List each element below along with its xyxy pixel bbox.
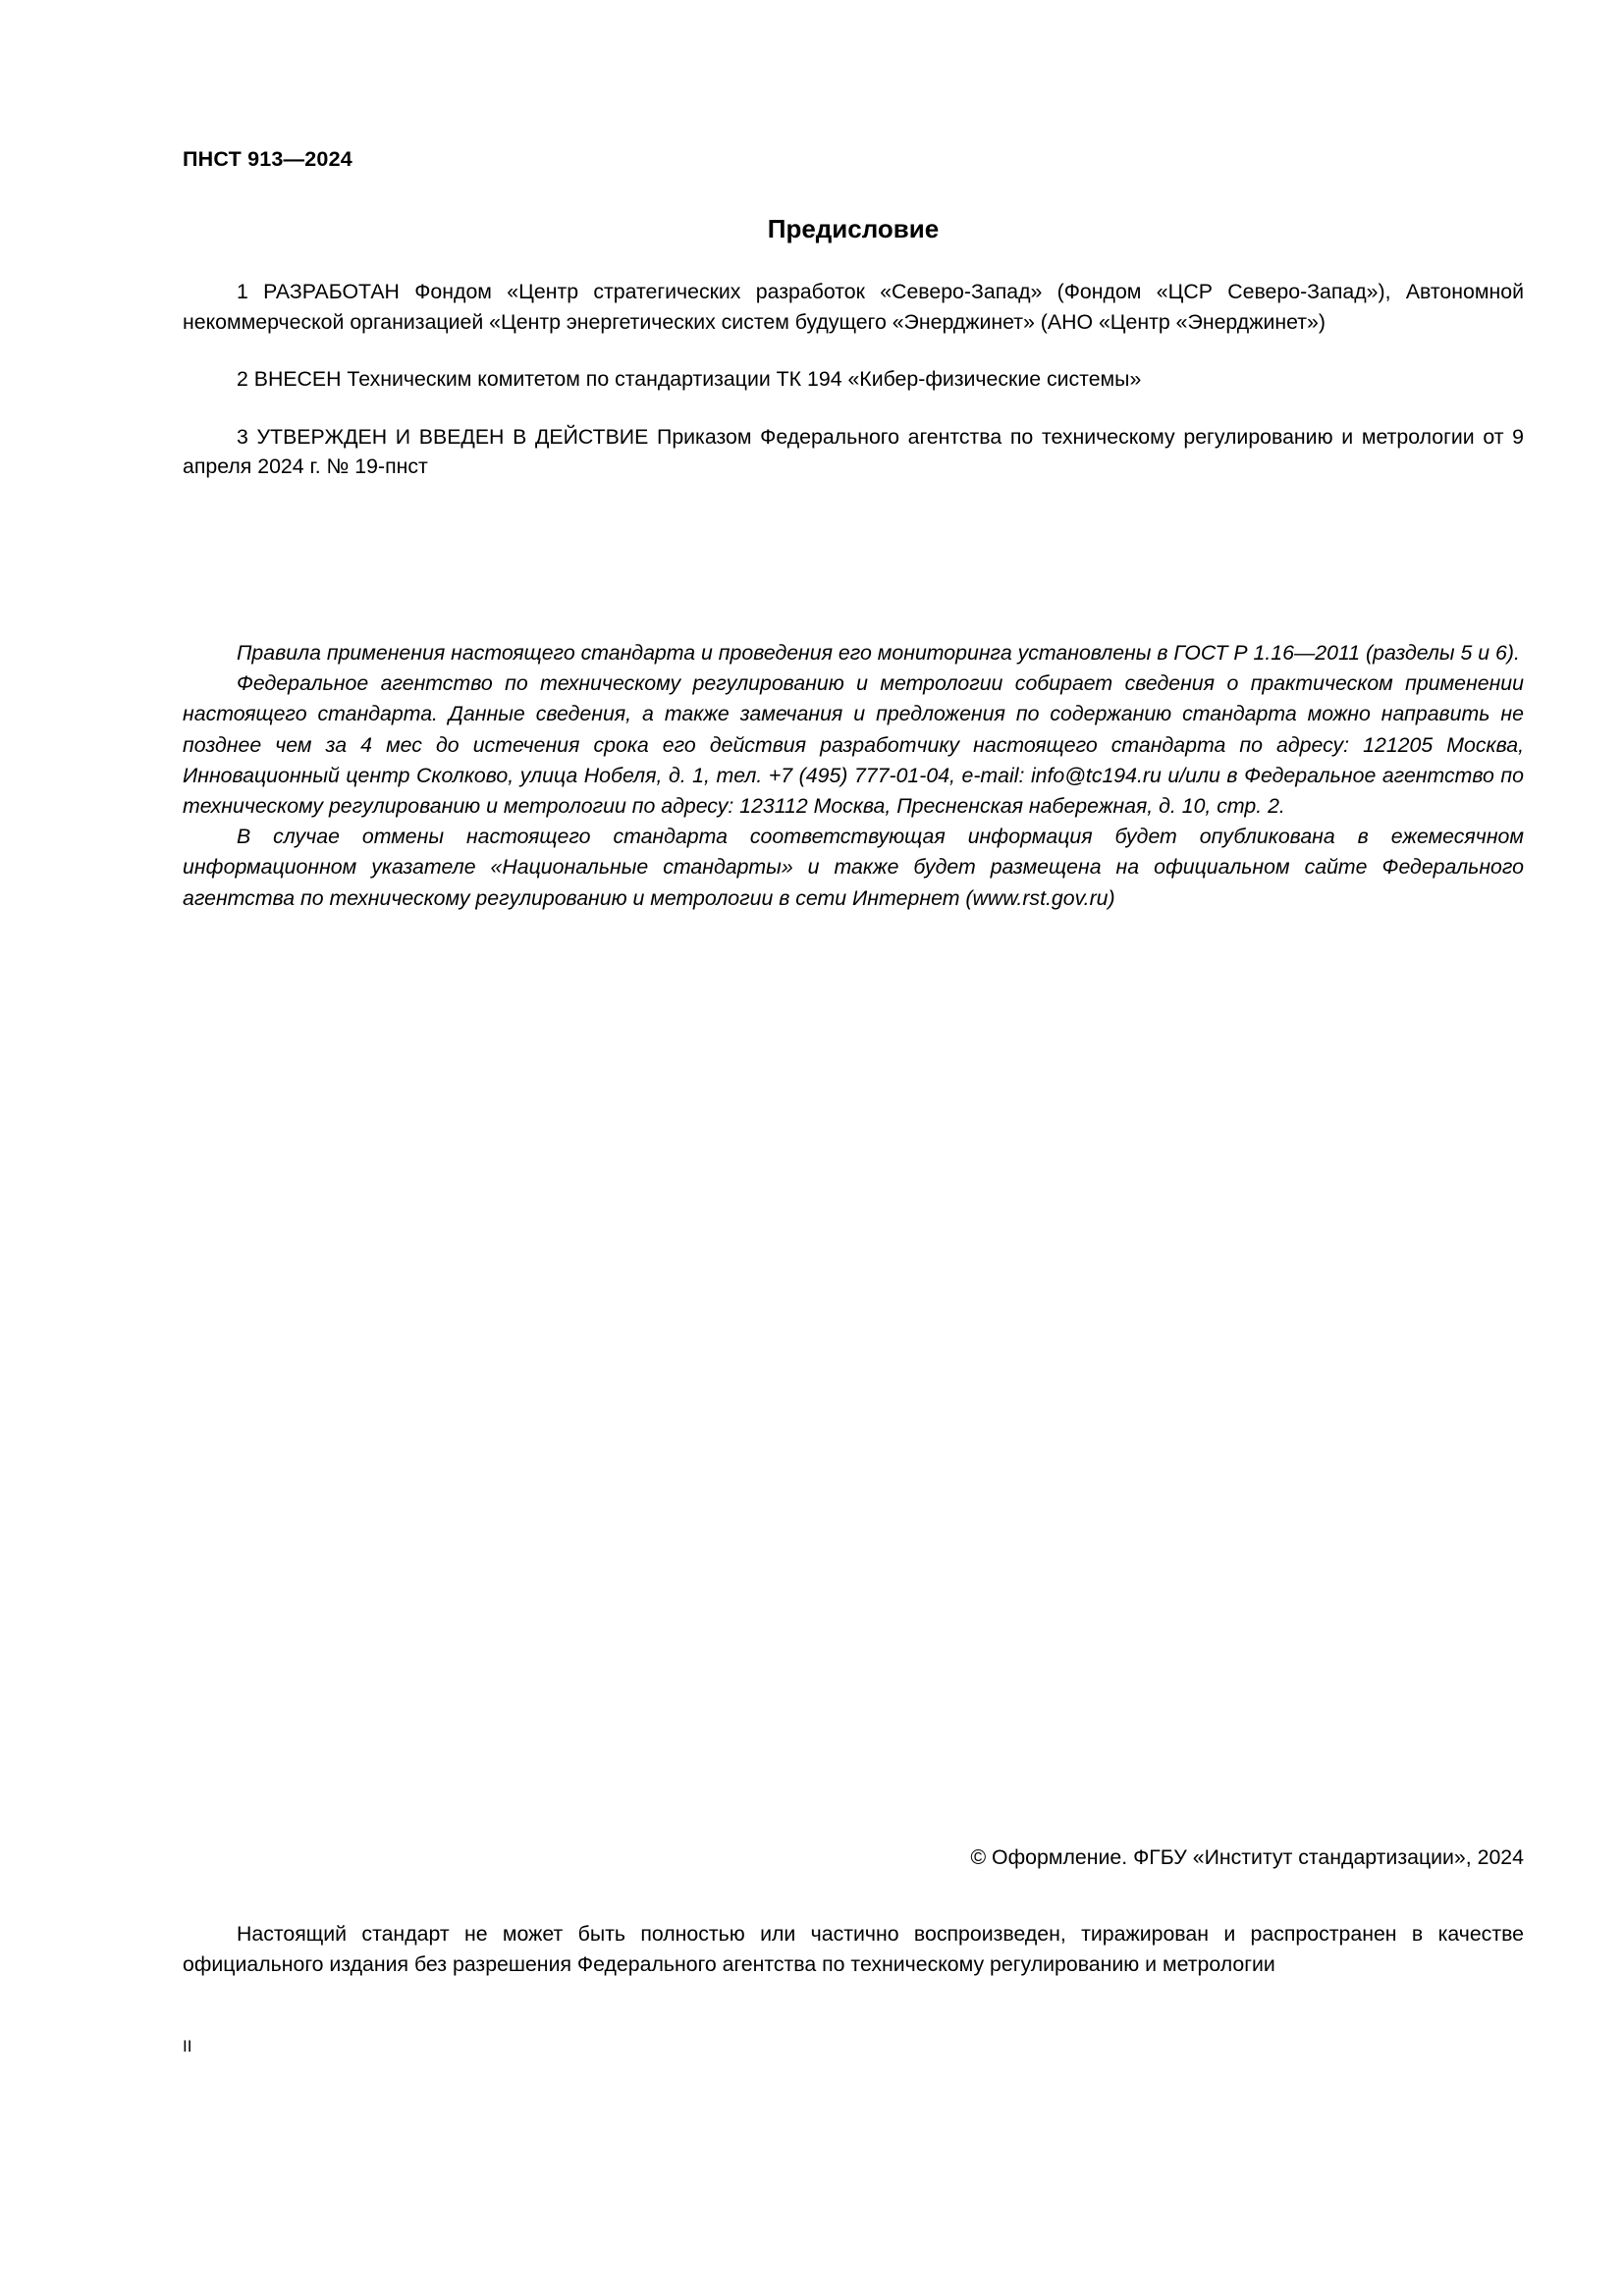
notice-paragraph-3: В случае отмены настоящего стандарта соответствующая информация будет опубликована в ежемесячном информационном указателе «Национальные стандарты» и также будет размещена на официальном сайте Федерального агентства по техническому регулированию и метрологии в сети Интернет (www.rst.gov.ru) [183,825,1524,910]
foreword-items [183,277,1524,482]
page-number: II [183,2037,192,2056]
foreword-item-2: 2 ВНЕСЕН Техническим комитетом по стандартизации ТК 194 «Кибер-физические системы» [237,367,1142,391]
foreword-item-3: 3 УТВЕРЖДЕН И ВВЕДЕН В ДЕЙСТВИЕ Приказом Федерального агентства по техническому регулированию и метрологии от 9 апреля 2024 г. № 19-пнст [183,424,1524,478]
reproduction-note [183,1919,1524,1979]
application-notice [183,638,1524,914]
page-title: Предисловие [767,214,940,243]
foreword-item-1: 1 РАЗРАБОТАН Фондом «Центр стратегических разработок «Северо-Запад» (Фондом «ЦСР Северо-Запад»), Автономной некоммерческой организацией «Центр энергетических систем будущего «Энерджинет» (АНО «Центр «Энерджинет») [183,280,1524,334]
notice-paragraph-1: Правила применения настоящего стандарта и проведения его мониторинга установлены в ГОСТ Р 1.16—2011 (разделы 5 и 6). [237,641,1520,665]
document-number: ПНСТ 913—2024 [183,147,352,171]
reproduction-note-text: Настоящий стандарт не может быть полностью или частично воспроизведен, тиражирован и распространен в качестве официального издания без разрешения Федерального агентства по техническому регулированию и метрологии [183,1922,1524,1976]
notice-paragraph-2: Федеральное агентство по техническому регулированию и метрологии собирает сведения о практическом применении настоящего стандарта. Данные сведения, а также замечания и предложения по содержанию стандарта можно направить не позднее чем за 4 мес до истечения срока его действия разработчику настоящего стандарта по адресу: 121205 Москва, Инновационный центр Сколково, улица Нобеля, д. 1, тел. +7 (495) 777-01-04, e-mail: info@tc194.ru и/или в Федеральное агентство по техническому регулированию и метрологии по адресу: 123112 Москва, Пресненская набережная, д. 10, стр. 2. [183,671,1524,819]
copyright-line: © Оформление. ФГБУ «Институт стандартизации», 2024 [970,1845,1524,1869]
